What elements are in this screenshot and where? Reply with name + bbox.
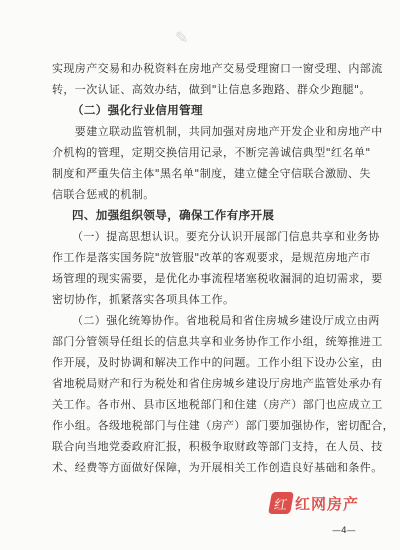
watermark-logo-icon: 红 — [268, 492, 294, 514]
text-line: 场管理的现实需要，是优化办事流程堵塞税收漏洞的迫切需求，要 — [52, 272, 383, 285]
scan-mark-icon: ✎ — [175, 28, 189, 47]
text-line: （二）强化统筹协作。省地税局和省住房城乡建设厅成立由两 — [72, 314, 380, 327]
text-line: 作工作是落实国务院"放管服"改革的客观要求，是规范房地产市 — [52, 251, 371, 264]
text-line: 关工作。各市州、县市区地税部门和住建（房产）部门也应成立工 — [52, 398, 383, 411]
watermark — [270, 488, 362, 518]
text-line: 作小组。各级地税部门与住建（房产）部门要加强协作，密切配合， — [52, 419, 394, 432]
watermark-text: 红网房产 — [295, 494, 360, 513]
text-line: 制度和严重失信主体"黑名单"制度，建立健全守信联合激励、失 — [52, 167, 371, 180]
text-line: 省地税局财产和行为税处和省住房城乡建设厅房地产监管处承办有 — [52, 377, 383, 390]
page-number: —4— — [332, 526, 356, 536]
text-line: 密切协作，抓紧落实各项具体工作。 — [52, 293, 235, 306]
section-heading: 四、加强组织领导，确保工作有序开展 — [72, 208, 275, 222]
text-line: 信联合惩戒的机制。 — [52, 188, 155, 201]
text-line: 介机构的管理，定期交换信用记录，不断完善诚信典型"红名单" — [52, 146, 371, 159]
text-line: 要建立联动监管机制，共同加强对房地产开发企业和房地产中 — [52, 125, 383, 138]
text-line: （一）提高思想认识。要充分认识开展部门信息共享和业务协 — [72, 230, 380, 243]
text-line: 实现房产交易和办税资料在房地产交易受理窗口一窗受理、内部流 — [52, 62, 383, 75]
text-line: 部门分管领导任组长的信息共享和业务协作工作小组，统筹推进工 — [52, 335, 383, 348]
text-line: 术、经费等方面做好保障，为开展相关工作创造良好基础和条件。 — [52, 461, 383, 474]
text-line: 作开展，及时协调和解决工作中的问题。工作小组下设办公室，由 — [52, 356, 383, 369]
text-line: 转，一次认证、高效办结，做到"让信息多跑路、群众少跑腿"。 — [52, 83, 371, 96]
text-line: 联合向当地党委政府汇报，积极争取财政等部门支持，在人员、技 — [52, 440, 383, 453]
subsection-heading: （二）强化行业信用管理 — [72, 103, 203, 117]
document-body — [52, 58, 394, 478]
